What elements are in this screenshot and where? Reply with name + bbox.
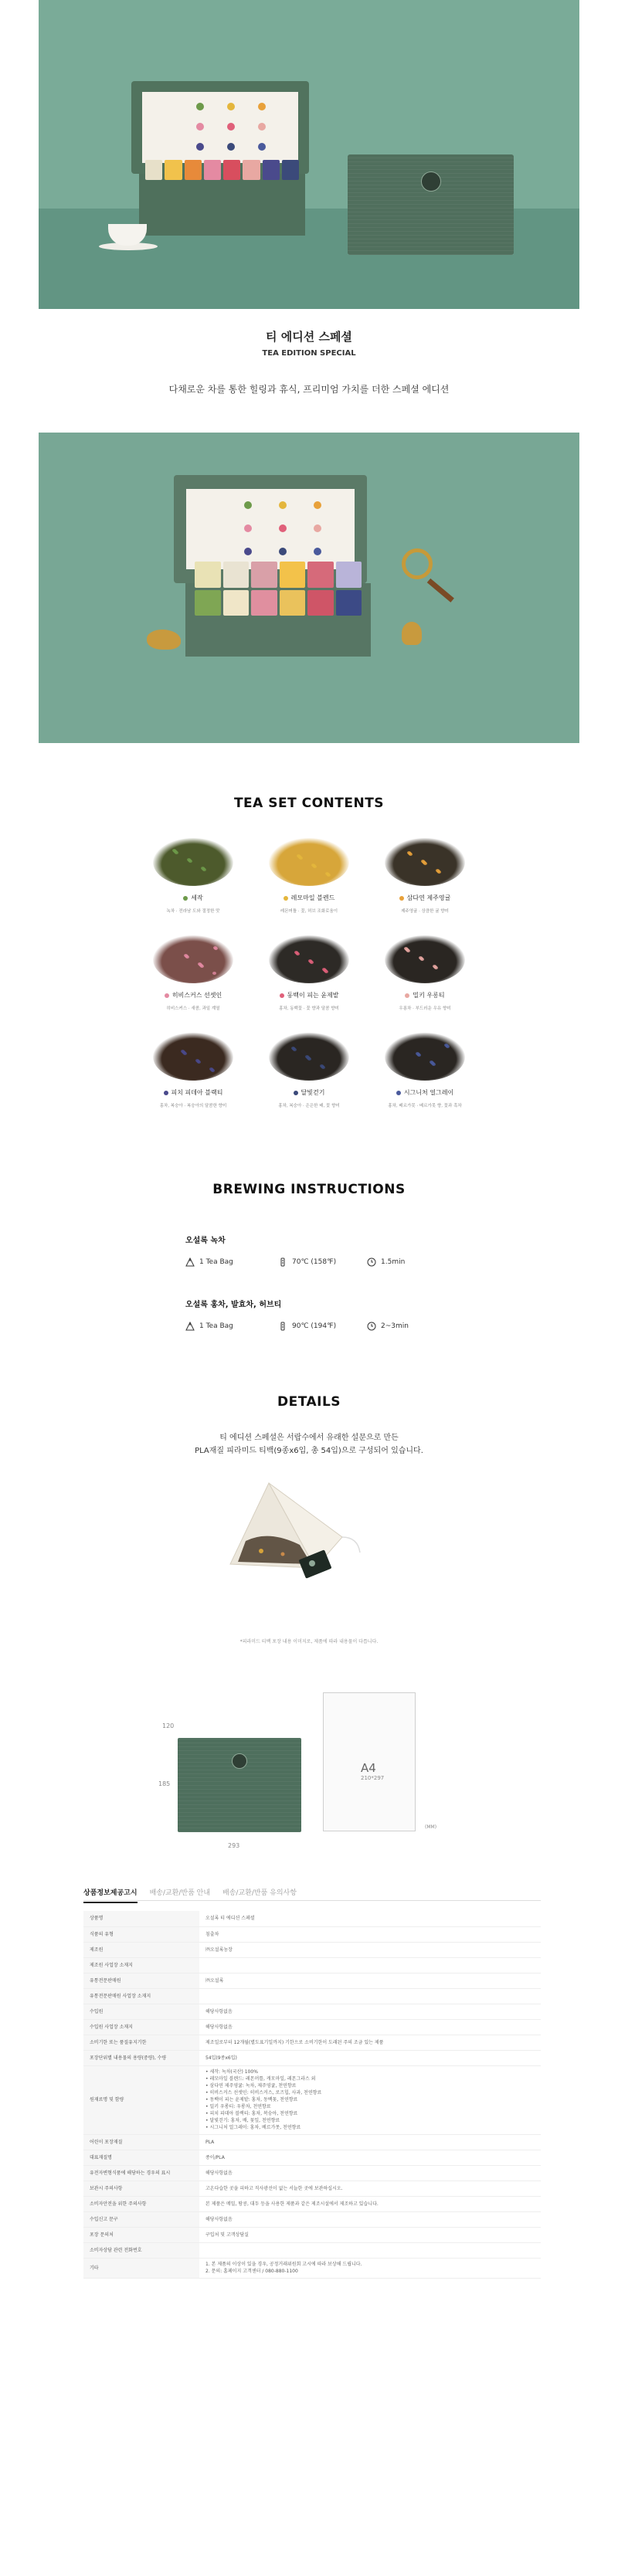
details-line-1: 티 에디션 스페셜은 서랍수에서 유래한 설문으로 만든 xyxy=(219,1434,399,1442)
tea-color-dot xyxy=(183,896,188,901)
info-row xyxy=(83,2196,541,2211)
info-row xyxy=(83,1942,541,1957)
details-note: *피라미드 티백 포장 내용 이미지로, 제품에 따라 내용물이 다릅니다. xyxy=(239,1639,379,1644)
brand-emblem-icon xyxy=(421,171,441,192)
info-value: 침출차 xyxy=(199,1926,541,1942)
clock-icon xyxy=(367,1257,376,1267)
tea-description: 우롱차 · 부드러운 우유 향미 xyxy=(399,1006,451,1011)
info-key: 유통전문판매원 사업장 소재지 xyxy=(83,1988,199,2004)
tea-name: 레모마일 블렌드 xyxy=(290,894,335,901)
tea-contents-grid xyxy=(135,838,483,1108)
tea-color-dot xyxy=(284,896,288,901)
brand-emblem-icon xyxy=(232,1753,247,1769)
tea-name-row xyxy=(135,991,251,1000)
tea-color-dot xyxy=(280,993,284,998)
tea-name-row xyxy=(251,1088,367,1097)
a4-size: 210*297 xyxy=(361,1775,385,1781)
brew-time: 2~3min xyxy=(381,1322,409,1330)
tea-fleck xyxy=(310,961,314,964)
info-value: 1. 본 제품의 이상이 있을 경우, 공정거래위원회 고시에 따라 보상해 드립니다. 2. 문의: 홈페이지 고객센터 / 080-880-1100 xyxy=(199,2258,541,2278)
dimension-depth: 120 xyxy=(162,1722,175,1729)
tea-item xyxy=(251,838,367,914)
tea-menu-card xyxy=(186,489,355,569)
tea-color-dot xyxy=(399,896,404,901)
tea-name-row xyxy=(251,991,367,1000)
tea-color-dot xyxy=(165,993,169,998)
tea-fleck xyxy=(327,874,331,877)
info-row xyxy=(83,1926,541,1942)
tea-fleck xyxy=(212,972,216,975)
info-key: 수입원 xyxy=(83,2004,199,2019)
tea-fleck xyxy=(296,952,300,955)
tea-fleck xyxy=(307,1057,311,1061)
tea-item xyxy=(135,935,251,1011)
info-key: 보관시 주의사항 xyxy=(83,2181,199,2196)
tea-name: 삼다연 제주영귤 xyxy=(406,894,451,901)
tab-shipping-return-notes[interactable]: 배송/교환/반품 유의사항 xyxy=(222,1889,297,1897)
tea-fleck xyxy=(299,857,303,860)
tea-fleck xyxy=(324,970,328,973)
tea-description: 제주영귤 · 상큼한 귤 향미 xyxy=(401,909,449,914)
tea-leaves-image xyxy=(153,935,233,983)
tea-description: 홍차, 복숭아 · 은은한 배, 꽃 향미 xyxy=(278,1104,340,1108)
clock-icon xyxy=(367,1322,376,1331)
gift-box-base xyxy=(185,583,371,657)
tea-fleck xyxy=(293,1048,297,1051)
info-row xyxy=(83,2004,541,2019)
tea-name: 히비스커스 선셋인 xyxy=(171,992,222,999)
product-title-en: TEA EDITION SPECIAL xyxy=(262,349,356,358)
tea-fleck xyxy=(313,865,317,868)
tea-item xyxy=(367,1033,483,1108)
magnifier-icon xyxy=(402,548,433,579)
info-row xyxy=(83,2050,541,2065)
tea-leaves-image xyxy=(385,1033,465,1081)
pyramid-tea-bag-icon xyxy=(215,1468,369,1614)
brew-row xyxy=(185,1322,440,1331)
tea-description: 히비스커스 · 새콤, 과일 계열 xyxy=(166,1006,220,1011)
info-key: 원재료명 및 함량 xyxy=(83,2065,199,2134)
brew-title: 오설록 홍차, 발효차, 허브티 xyxy=(185,1301,282,1309)
info-key: 수입신고 문구 xyxy=(83,2211,199,2227)
tea-leaves-image xyxy=(385,838,465,886)
tea-fleck xyxy=(197,1061,201,1064)
info-key: 제조원 xyxy=(83,1942,199,1957)
info-row xyxy=(83,1911,541,1926)
tea-fleck xyxy=(321,1066,325,1069)
info-row xyxy=(83,2134,541,2150)
tea-name: 피치 피데아 블랙티 xyxy=(171,1089,223,1096)
info-key: 기타 xyxy=(83,2258,199,2278)
tea-leaves-image xyxy=(385,935,465,983)
dimension-height: 185 xyxy=(158,1780,171,1787)
info-row xyxy=(83,1973,541,1988)
tea-leaves-image xyxy=(269,935,349,983)
info-key: 소비자안전을 위한 주의사항 xyxy=(83,2196,199,2211)
tea-name: 시그니처 얼그레이 xyxy=(403,1089,454,1096)
tea-name-row xyxy=(135,894,251,902)
brew-row xyxy=(185,1257,440,1267)
tea-description: 녹차 · 전라남 도와 절정한 맛 xyxy=(166,909,220,914)
info-value: 구입처 및 고객상담실 xyxy=(199,2227,541,2242)
brew-temperature: 70℃ (158℉) xyxy=(292,1258,337,1266)
info-row xyxy=(83,2242,541,2258)
info-value: ㈜오설록 xyxy=(199,1973,541,1988)
tea-item xyxy=(135,838,251,914)
tea-fleck xyxy=(214,947,218,950)
info-key: 식품의 유형 xyxy=(83,1926,199,1942)
tea-color-dot xyxy=(396,1091,401,1095)
tea-fleck xyxy=(434,966,438,969)
info-key: 제조원 사업장 소재지 xyxy=(83,1957,199,1973)
tea-color-dot xyxy=(164,1091,168,1095)
tea-fleck xyxy=(175,851,178,854)
info-row xyxy=(83,2227,541,2242)
tea-fleck xyxy=(432,1063,436,1066)
info-row xyxy=(83,1957,541,1973)
brew-time: 1.5min xyxy=(381,1258,406,1266)
tea-name-row xyxy=(367,894,483,902)
tea-leaves-image xyxy=(269,1033,349,1081)
details-heading: DETAILS xyxy=(277,1394,341,1410)
tea-description: 홍차, 동백꽃 · 꽃 향과 달콤 향미 xyxy=(279,1006,339,1011)
tea-item xyxy=(367,935,483,1011)
details-line-2: PLA재질 피라미드 티백(9종x6입, 총 54입)으로 구성되어 있습니다. xyxy=(195,1447,423,1455)
tea-color-dot xyxy=(294,1091,298,1095)
info-value: ㈜오설록농장 xyxy=(199,1942,541,1957)
info-value: 오설록 티 에디션 스페셜 xyxy=(199,1911,541,1926)
brew-block-green-tea xyxy=(185,1234,440,1267)
a4-label: A4 xyxy=(361,1761,376,1775)
info-value: 제조일로부터 12개월(별도표기일까지) 기한으로 소비기한이 도래된 주의 조금 있는 제품 xyxy=(199,2035,541,2050)
open-box-image xyxy=(39,433,579,743)
tea-fleck xyxy=(446,1045,450,1048)
brew-amount: 1 Tea Bag xyxy=(199,1322,233,1330)
tab-shipping-return[interactable]: 배송/교환/반품 안내 xyxy=(149,1889,211,1897)
info-value: 해당사항없음 xyxy=(199,2211,541,2227)
thermometer-icon xyxy=(278,1257,287,1267)
tea-menu-card xyxy=(142,92,298,163)
info-key: 소비자상담 관련 전화번호 xyxy=(83,2242,199,2258)
dimension-width: 293 xyxy=(228,1842,240,1849)
brass-bell-ornament-icon xyxy=(402,622,422,645)
info-value: 종이/PLA xyxy=(199,2150,541,2165)
tea-description: 레몬머틀 · 꽃, 허브 조화로움이 xyxy=(280,909,338,914)
tea-item xyxy=(251,935,367,1011)
tea-fleck xyxy=(417,1054,421,1057)
tea-fleck xyxy=(423,862,427,865)
info-value xyxy=(199,1957,541,1973)
info-row xyxy=(83,2165,541,2181)
info-key: 유전자변형식품에 해당하는 경우의 표시 xyxy=(83,2165,199,2181)
a4-size-reference xyxy=(323,1692,416,1831)
info-key: 상품명 xyxy=(83,1911,199,1926)
tea-leaves-image xyxy=(269,838,349,886)
brewing-instructions-heading: BREWING INSTRUCTIONS xyxy=(212,1182,406,1197)
info-row xyxy=(83,2065,541,2134)
closed-gift-box xyxy=(348,154,514,255)
tea-sachets xyxy=(145,160,299,180)
brew-title: 오설록 녹차 xyxy=(185,1237,226,1245)
info-row xyxy=(83,2035,541,2050)
info-row xyxy=(83,2258,541,2278)
product-info-table xyxy=(83,1911,541,2279)
info-value: 해당사항없음 xyxy=(199,2165,541,2181)
brass-bird-ornament-icon xyxy=(147,630,181,650)
info-row xyxy=(83,2181,541,2196)
info-value: • 세작: 녹차(국산) 100% • 레모마일 블렌드: 레몬머틀, 캐모마일, 레몬그라스 외 • 삼다연 제주영귤: 녹차, 제주영귤, 천연향료 • 히비스커스 선셋인: 히비스커스, 로즈힙, 사과, 천연향료 • 동백이 피는 윤제밭: 홍차, 동백꽃, 천연향료 • 밀키 우롱티: 우롱차, 천연향료 • 피치 피데아 블랙티: 홍차, 복숭아, 천연향료 • 달빛걷기: 홍차, 배, 꽃잎, 천연향료 • 시그니처 얼그레이: 홍차, 베르가못, 천연향료 xyxy=(199,2065,541,2134)
thermometer-icon xyxy=(278,1322,287,1331)
tea-fleck xyxy=(188,860,192,863)
tea-fleck xyxy=(185,955,189,959)
tab-product-info[interactable]: 상품정보제공고시 xyxy=(83,1887,138,1903)
tea-name-row xyxy=(367,991,483,1000)
tea-fleck xyxy=(437,871,441,874)
info-value: 54입(9종x6입) xyxy=(199,2050,541,2065)
product-tagline: 다채로운 차를 통한 힐링과 휴식, 프리미엄 가치를 더한 스페셜 에디션 xyxy=(168,384,450,395)
info-value: 본 제품은 메밀, 땅콩, 대두 등을 사용한 제품과 같은 제조시설에서 제조하고 있습니다. xyxy=(199,2196,541,2211)
tea-item xyxy=(251,1033,367,1108)
tea-item xyxy=(367,838,483,914)
info-value xyxy=(199,2242,541,2258)
tea-fleck xyxy=(183,1052,187,1055)
info-value: PLA xyxy=(199,2134,541,2150)
info-key: 수입원 사업장 소재지 xyxy=(83,2019,199,2035)
details-description xyxy=(0,1431,618,1458)
magnifier-handle xyxy=(427,579,454,602)
info-row xyxy=(83,1988,541,2004)
info-key: 유통전문판매원 xyxy=(83,1973,199,1988)
product-title-kr: 티 에디션 스페셜 xyxy=(266,330,352,344)
tea-fleck xyxy=(409,853,413,856)
tea-name: 동백이 피는 윤제밭 xyxy=(287,992,339,999)
brew-block-black-tea xyxy=(185,1298,440,1331)
info-row xyxy=(83,2211,541,2227)
tab-divider xyxy=(83,1900,541,1901)
tea-description: 홍차, 베르가못 · 베르가못 향, 꽃과 흑차 xyxy=(388,1104,462,1108)
tea-bag-icon xyxy=(185,1257,195,1267)
tea-sachets xyxy=(195,562,362,616)
tea-fleck xyxy=(211,1069,215,1072)
product-intro xyxy=(0,328,618,395)
tea-item xyxy=(135,1033,251,1108)
info-key: 대표재질명 xyxy=(83,2150,199,2165)
tea-name-row xyxy=(367,1088,483,1097)
tea-name: 밀키 우롱티 xyxy=(413,992,445,999)
tea-name: 달빛걷기 xyxy=(301,1089,325,1096)
tea-name-row xyxy=(251,894,367,902)
info-key: 소비기한 또는 품질유지기한 xyxy=(83,2035,199,2050)
tea-leaves-image xyxy=(153,1033,233,1081)
gift-box-size-image xyxy=(178,1738,301,1832)
info-value: 해당사항없음 xyxy=(199,2004,541,2019)
tea-name: 세작 xyxy=(191,894,203,901)
brew-temperature: 90℃ (194℉) xyxy=(292,1322,337,1330)
info-key: 포장단위별 내용물의 용량(중량), 수량 xyxy=(83,2050,199,2065)
info-value xyxy=(199,1988,541,2004)
tea-set-contents-heading: TEA SET CONTENTS xyxy=(233,796,385,811)
tea-description: 홍차, 복숭아 · 복숭아의 달콤한 향미 xyxy=(159,1104,227,1108)
brew-amount: 1 Tea Bag xyxy=(199,1258,233,1266)
unit-label: (MM) xyxy=(425,1824,437,1830)
info-key: 어린이 포장재질 xyxy=(83,2134,199,2150)
tea-fleck xyxy=(202,868,206,871)
info-value: 해당사항없음 xyxy=(199,2019,541,2035)
tea-fleck xyxy=(420,958,424,961)
info-row xyxy=(83,2150,541,2165)
tea-leaves-image xyxy=(153,838,233,886)
info-key: 포장 문의처 xyxy=(83,2227,199,2242)
tea-fleck xyxy=(406,949,410,952)
open-gift-box-base xyxy=(139,174,305,236)
tea-bag-icon xyxy=(185,1322,195,1331)
tea-fleck xyxy=(200,965,204,968)
hero-image xyxy=(39,0,579,309)
tea-color-dot xyxy=(405,993,409,998)
info-row xyxy=(83,2019,541,2035)
tea-name-row xyxy=(135,1088,251,1097)
info-value: 고온다습한 곳을 피하고 직사광선이 없는 서늘한 곳에 보관하십시오. xyxy=(199,2181,541,2196)
